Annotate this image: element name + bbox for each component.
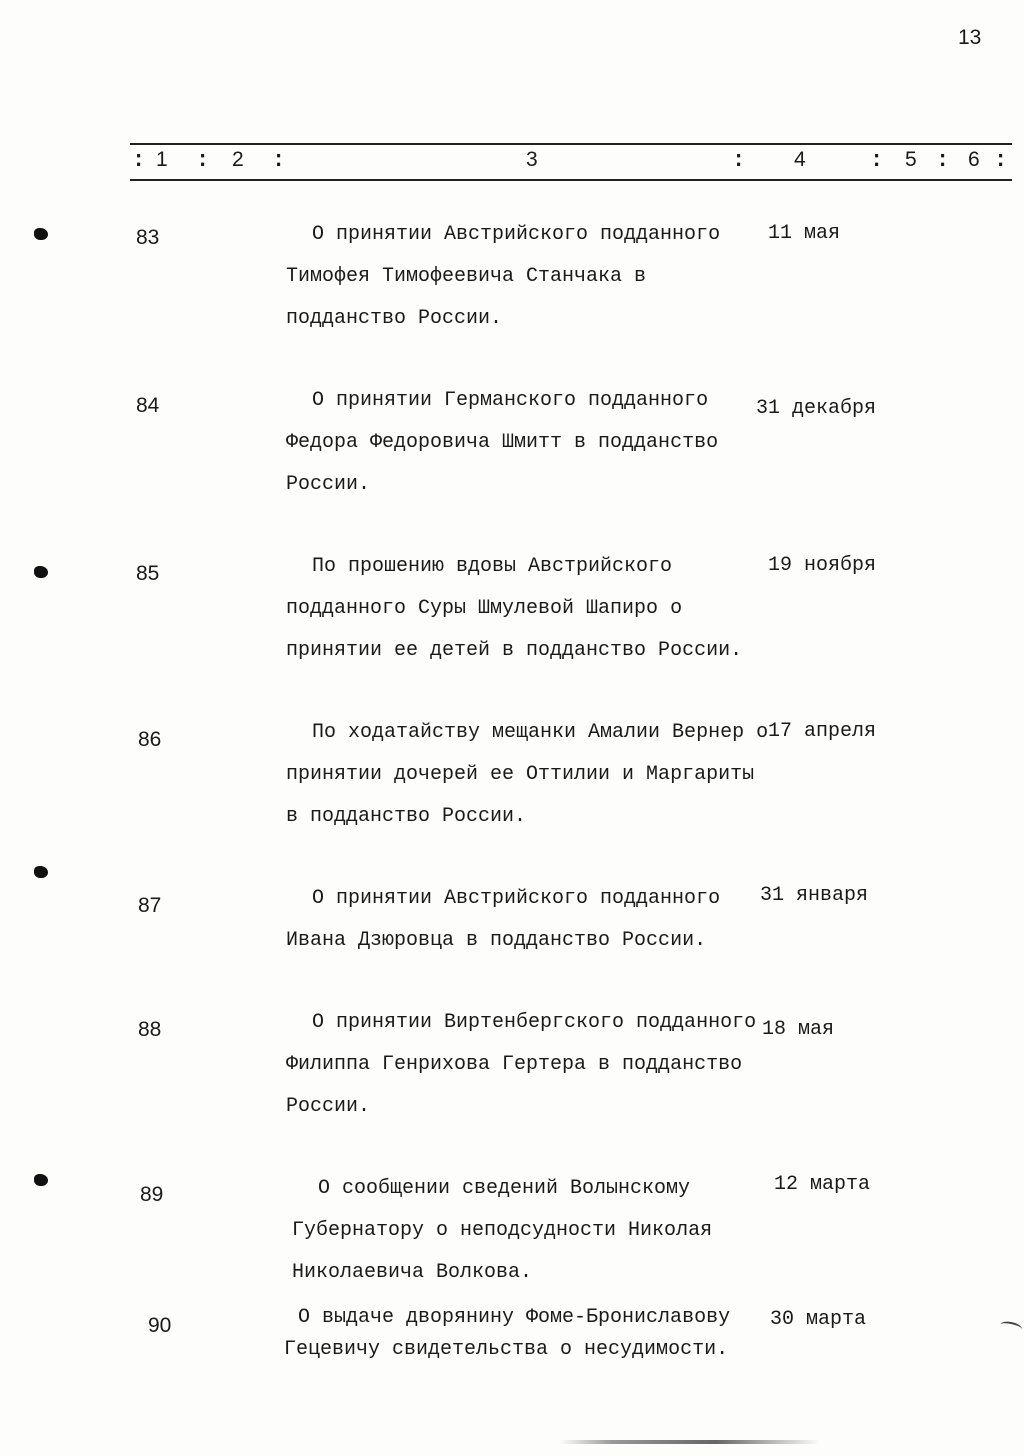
entry-number: 90 bbox=[148, 1314, 172, 1337]
column-separator: : bbox=[936, 148, 950, 173]
entry-date: 31 января bbox=[760, 884, 869, 907]
column-separator: : bbox=[994, 148, 1008, 173]
column-separator: : bbox=[196, 148, 210, 173]
column-header-5: 5 bbox=[905, 148, 917, 171]
entry-number: 89 bbox=[140, 1183, 164, 1206]
table-header-bottom-rule bbox=[130, 179, 1012, 181]
entry-date: 31 декабря bbox=[756, 397, 877, 420]
entry-number: 84 bbox=[136, 394, 160, 417]
pen-stroke-mark bbox=[999, 1320, 1023, 1334]
binding-hole-mark bbox=[34, 566, 48, 578]
entry-description: По ходатайству мещанки Амалии Вернер о принятии дочерей ее Оттилии и Маргариты в подданство России. bbox=[286, 721, 769, 828]
table-header-top-rule bbox=[130, 143, 1012, 145]
entry-number: 85 bbox=[136, 562, 160, 585]
entry-number: 83 bbox=[136, 226, 160, 249]
entry-number: 86 bbox=[138, 728, 162, 751]
binding-hole-mark bbox=[34, 1174, 48, 1186]
entry-date: 19 ноября bbox=[768, 554, 877, 577]
column-separator: : bbox=[870, 148, 884, 173]
scan-smudge bbox=[560, 1440, 820, 1444]
entry-date: 11 мая bbox=[768, 222, 841, 245]
entry-number: 88 bbox=[138, 1018, 162, 1041]
entry-description: О принятии Австрийского подданного Тимофея Тимофеевича Станчака в подданство России. bbox=[286, 223, 721, 330]
column-header-2: 2 bbox=[232, 148, 244, 171]
column-header-4: 4 bbox=[794, 148, 806, 171]
entry-date: 17 апреля bbox=[768, 720, 877, 743]
column-separator: : bbox=[132, 148, 146, 173]
entry-description: О выдаче дворянину Фоме-Брониславову Гецевичу свидетельства о несудимости. bbox=[284, 1306, 731, 1361]
column-header-1: 1 bbox=[156, 148, 168, 171]
entry-description: По прошению вдовы Австрийского подданного Суры Шмулевой Шапиро о принятии ее детей в подданство России. bbox=[286, 555, 743, 662]
entry-date: 12 марта bbox=[774, 1173, 871, 1196]
entry-number: 87 bbox=[138, 894, 162, 917]
column-header-6: 6 bbox=[968, 148, 980, 171]
entry-date: 18 мая bbox=[762, 1018, 835, 1041]
column-separator: : bbox=[272, 148, 286, 173]
binding-hole-mark bbox=[34, 866, 48, 878]
entry-description: О принятии Австрийского подданного Ивана Дзюровца в подданство России. bbox=[286, 887, 721, 952]
entry-description: О принятии Виртенбергского подданного Филиппа Генрихова Гертера в подданство России. bbox=[286, 1011, 757, 1118]
entry-date: 30 марта bbox=[770, 1308, 867, 1331]
entry-description: О сообщении сведений Волынскому Губернатору о неподсудности Николая Николаевича Волкова. bbox=[292, 1177, 713, 1284]
page-number: 13 bbox=[958, 26, 982, 49]
column-header-3: 3 bbox=[526, 148, 538, 171]
entry-description: О принятии Германского подданного Федора Федоровича Шмитт в подданство России. bbox=[286, 389, 719, 496]
binding-hole-mark bbox=[34, 228, 48, 240]
column-separator: : bbox=[732, 148, 746, 173]
